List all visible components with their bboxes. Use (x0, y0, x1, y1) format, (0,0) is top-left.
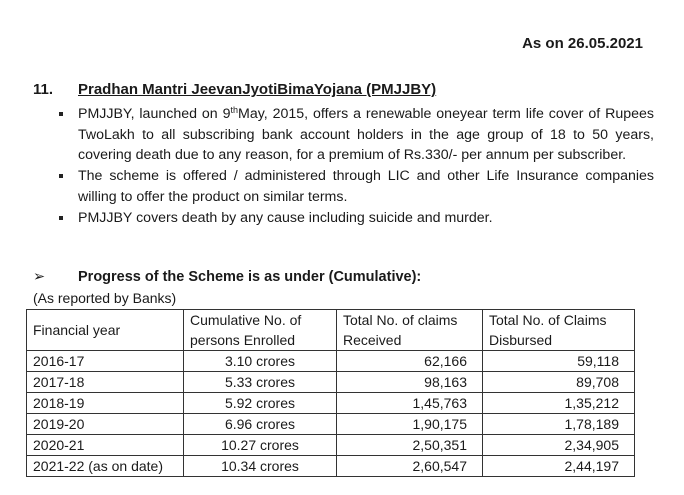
cell-year: 2021-22 (as on date) (27, 456, 184, 477)
progress-heading (33, 269, 421, 285)
cell-year: 2020-21 (27, 435, 184, 456)
bullet-square-icon (58, 104, 78, 166)
bullet-text (78, 104, 654, 166)
cell-claims-disbursed: 1,35,212 (483, 393, 635, 414)
cell-claims-disbursed: 59,118 (483, 351, 635, 372)
bullet-text-part: May, 2015, offers a renewable oneyear term life cover of Rupees TwoLakh to all subscribing bank account holders in the age group of 18 to 50 years, covering death due to any reason, for a premium of Rs.330/- per annum per subscriber. (78, 106, 655, 164)
as-on-date: As on 26.05.2021 (522, 35, 643, 52)
scheme-bullets (58, 104, 654, 228)
cell-enrolled: 10.34 crores (184, 456, 337, 477)
col-header-claims-disbursed: Total No. of Claims Disbursed (483, 310, 635, 351)
col-header-enrolled: Cumulative No. of persons Enrolled (184, 310, 337, 351)
cell-claims-received: 98,163 (337, 372, 483, 393)
progress-heading-text: Progress of the Scheme is as under (Cumulative): (78, 269, 422, 285)
cell-claims-received: 62,166 (337, 351, 483, 372)
bullet-square-icon (58, 208, 78, 229)
cell-claims-disbursed: 2,34,905 (483, 435, 635, 456)
section-heading (33, 81, 436, 98)
table-row (27, 372, 635, 393)
bullet-item (58, 104, 654, 166)
cell-enrolled: 5.33 crores (184, 372, 337, 393)
cell-claims-received: 2,60,547 (337, 456, 483, 477)
cell-claims-received: 1,90,175 (337, 414, 483, 435)
bullet-square-icon (58, 166, 78, 207)
cell-enrolled: 5.92 crores (184, 393, 337, 414)
cell-year: 2018-19 (27, 393, 184, 414)
progress-table (26, 309, 635, 477)
cell-year: 2016-17 (27, 351, 184, 372)
cell-enrolled: 3.10 crores (184, 351, 337, 372)
arrow-icon: ➢ (33, 269, 46, 285)
bullet-text-part: PMJJBY, launched on 9 (78, 106, 231, 122)
table-row (27, 414, 635, 435)
section-title: Pradhan Mantri JeevanJyotiBimaYojana (PMJJBY) (78, 81, 437, 98)
cell-enrolled: 10.27 crores (184, 435, 337, 456)
cell-year: 2017-18 (27, 372, 184, 393)
table-row (27, 435, 635, 456)
cell-claims-disbursed: 2,44,197 (483, 456, 635, 477)
table-row (27, 456, 635, 477)
cell-enrolled: 6.96 crores (184, 414, 337, 435)
superscript: th (230, 105, 238, 115)
section-number: 11. (33, 81, 54, 98)
bullet-text: PMJJBY covers death by any cause including suicide and murder. (78, 209, 493, 226)
cell-claims-disbursed: 1,78,189 (483, 414, 635, 435)
col-header-claims-received: Total No. of claims Received (337, 310, 483, 351)
source-note: (As reported by Banks) (33, 290, 177, 306)
cell-claims-received: 2,50,351 (337, 435, 483, 456)
bullet-item (58, 208, 654, 229)
table-header-row (27, 310, 635, 351)
table-row (27, 351, 635, 372)
bullet-text: The scheme is offered / administered through LIC and other Life Insurance companies willing to offer the product on similar terms. (78, 168, 654, 205)
cell-year: 2019-20 (27, 414, 184, 435)
cell-claims-received: 1,45,763 (337, 393, 483, 414)
bullet-item (58, 166, 654, 207)
col-header-financial-year: Financial year (27, 310, 184, 351)
cell-claims-disbursed: 89,708 (483, 372, 635, 393)
table-row (27, 393, 635, 414)
